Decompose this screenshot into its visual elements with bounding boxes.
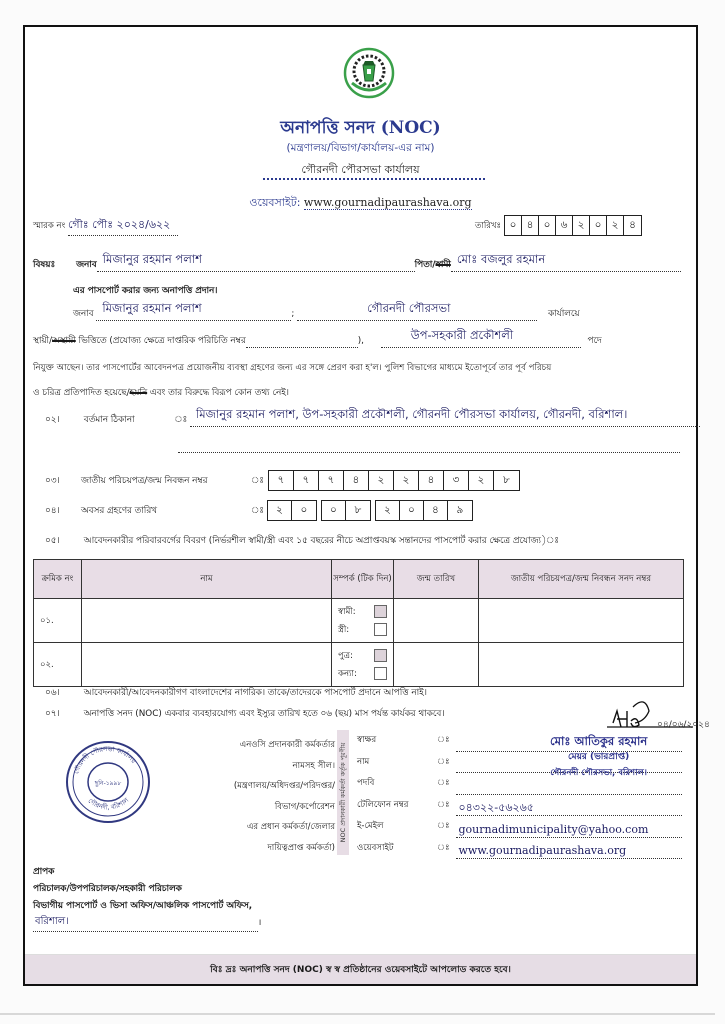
date-label: তারিখঃ xyxy=(475,220,502,231)
item-number: ০৩। xyxy=(45,476,60,486)
signature-label: স্বাক্ষর xyxy=(357,735,377,745)
document-title: অনাপত্তি সনদ (NOC) xyxy=(280,118,441,138)
item-04-retirement-date: ০৪। অবসর গ্রহণের তারিখ ঃ ২ ০ ০ ৮ ২ ০ ৪ ৯ xyxy=(45,500,473,521)
officer-fill-note-band xyxy=(337,730,349,855)
nid-cell[interactable] xyxy=(479,643,684,687)
designation-label: পদবি xyxy=(357,778,375,788)
officer-telephone-field[interactable] xyxy=(456,801,683,816)
current-address-value: মিজানুর রহমান পলাশ, উপ-সহকারী প্রকৌশলী, গৌরনদী পৌরসভা কার্যালয়, গৌরনদী, বরিশাল। xyxy=(195,407,628,421)
subject-purpose: এর পাসপোর্ট করার জন্য অনাপত্তি প্রদান। xyxy=(73,286,218,296)
date-digit: ৬ xyxy=(556,216,573,235)
father-label: পিতা/ xyxy=(414,260,436,270)
officer-field-labels xyxy=(357,730,408,859)
municipality-logo-icon xyxy=(343,47,395,99)
officer-desc-line: নামসহ সীল। xyxy=(292,760,335,771)
col-name: নাম xyxy=(82,560,332,599)
website-url[interactable]: www.gournadipaurashava.org xyxy=(303,196,472,209)
item-number: ০৪। xyxy=(45,506,60,516)
husband-option-label: স্বামী: xyxy=(338,606,356,617)
nid-digit: ৭ xyxy=(294,471,319,490)
svg-text:ছুনি-১৯৯৮: ছুনি-১৯৯৮ xyxy=(94,780,122,787)
name-cell[interactable] xyxy=(82,643,332,687)
telephone-value: ০৪৩২২-৫৬২৬৫ xyxy=(458,801,534,814)
post-suffix: পদে xyxy=(587,336,602,346)
receiver-line: বিভাগীয় পাসপোর্ট ও ভিসা অফিস/আঞ্চলিক পাসপোর্ট অফিস, xyxy=(33,901,253,911)
son-checkbox[interactable] xyxy=(374,649,387,662)
date-digit: ০ xyxy=(505,216,522,235)
officer-website-value: www.gournadipaurashava.org xyxy=(458,844,627,857)
name-label: নাম xyxy=(357,756,370,767)
nid-digit: ৪ xyxy=(419,471,444,490)
body-line-1: জনাব মিজানুর রহমান পলাশ ; গৌরনদী পৌরসভা কার্যালয়ে xyxy=(73,301,580,319)
officer-desc-line: বিভাগ/কর্পোরেশন xyxy=(274,801,335,812)
office-name-underline xyxy=(263,178,485,180)
husband-checkbox[interactable] xyxy=(374,605,387,618)
office-name: গৌরনদী পৌরসভা কার্যালয় xyxy=(301,163,420,176)
office-field[interactable] xyxy=(297,301,537,321)
body-line-4 xyxy=(33,385,289,400)
officer-desc-line: (মন্ত্রণালয়/অধিদপ্তর/পরিদপ্তর/ xyxy=(233,781,335,791)
husband-label-struck: স্বামী xyxy=(435,260,451,270)
subject-line xyxy=(33,252,681,272)
date-digit: ২ xyxy=(607,216,624,235)
receiver-city-value: বরিশাল। xyxy=(35,916,69,927)
item-number: ০২। xyxy=(45,415,60,425)
official-id-field[interactable] xyxy=(246,334,358,348)
year-digit: ০ xyxy=(400,501,424,520)
designation-value: উপ-সহকারী প্রকৌশলী xyxy=(410,328,514,342)
year-digit: ২ xyxy=(376,501,400,520)
receiver-heading: প্রাপক xyxy=(33,867,55,877)
serial-cell: ০২. xyxy=(34,643,82,687)
memo-value[interactable]: গৌঃ পৌঃ ২০২৪/৬২২ xyxy=(68,216,178,236)
date-digit: ৪ xyxy=(629,219,636,231)
designation-field[interactable] xyxy=(381,328,581,348)
address-line2-field[interactable] xyxy=(178,439,680,453)
col-dob: জন্ম তারিখ xyxy=(394,560,479,599)
date-digit: ০ xyxy=(539,216,556,235)
day-digit: ২ xyxy=(268,501,292,520)
receiver-city-row: বরিশাল। । xyxy=(33,915,261,932)
subject-name-value: মিজানুর রহমান পলাশ xyxy=(102,252,202,266)
mr-label: জনাব xyxy=(76,260,97,270)
receiver-line: পরিচালক/উপপরিচালক/সহকারী পরিচালক xyxy=(33,884,182,894)
signature-date: ০৪/০৬/২০২৪ xyxy=(657,720,710,730)
retire-day-boxes[interactable] xyxy=(267,500,317,521)
email-value: gournadimunicipality@yahoo.com xyxy=(458,822,649,836)
footer-note: বিঃ দ্রঃ অনাপত্তি সনদ (NOC) স্ব স্ব প্রতিষ্ঠানের ওয়েবসাইটে আপলোড করতে হবে। xyxy=(25,954,696,984)
item-text: অনাপত্তি সনদ (NOC) একবার ব্যবহারযোগ্য এবং ইস্যুর তারিখ হতে ০৬ (ছয়) মাস পর্যন্ত কার্যকর থাকবে। xyxy=(83,709,445,719)
item-02-address-line2 xyxy=(178,439,680,453)
name-cell[interactable] xyxy=(82,599,332,643)
date-digit: ০ xyxy=(590,216,607,235)
nid-digit: ২ xyxy=(369,471,394,490)
item-number: ০৭। xyxy=(45,709,60,719)
email-label: ই-মেইল xyxy=(357,821,384,831)
officer-designation-field[interactable] xyxy=(456,780,683,795)
memo-label: স্মারক নং xyxy=(33,221,66,231)
item-number: ০৬। xyxy=(45,688,60,698)
day-digit: ০ xyxy=(300,504,308,516)
nid-digit: ২ xyxy=(394,471,419,490)
daughter-option-label: কন্যা: xyxy=(338,668,357,679)
office-value: গৌরনদী পৌরসভা xyxy=(367,301,451,315)
item-text: আবেদনকারী/আবেদনকারীগণ বাংলাদেশের নাগরিক। তাকে/তাদেরকে পাসপোর্ট প্রদানে আপত্তি নাই। xyxy=(83,688,427,698)
svg-text:গৌরনদী পৌরসভা কার্যালয়: গৌরনদী পৌরসভা কার্যালয় xyxy=(72,744,138,775)
officer-desc-line: এনওসি প্রদানকারী কর্মকর্তার xyxy=(239,740,335,750)
dob-cell[interactable] xyxy=(394,643,479,687)
stamp-officer-title: মেয়র (ভারপ্রাপ্ত) xyxy=(567,752,630,762)
nid-digit: ৩ xyxy=(444,471,469,490)
month-digit: ০ xyxy=(322,501,346,520)
year-digit: ৪ xyxy=(424,501,448,520)
subject-name-field[interactable] xyxy=(97,252,415,272)
father-name-field[interactable] xyxy=(451,252,681,272)
family-table xyxy=(33,559,684,687)
col-nid: জাতীয় পরিচয়পত্র/জন্ম নিবন্ধন সনদ নম্বর xyxy=(479,560,684,599)
temporary-label-struck: অস্থায়ী xyxy=(52,336,76,346)
table-row xyxy=(34,599,684,643)
officer-fill-note: NOC প্রদানকারী কর্মকর্তা কর্তৃক পূরণীয় xyxy=(339,742,347,843)
col-relation: সম্পর্ক (টিক দিন) xyxy=(332,560,394,599)
item-label: জাতীয় পরিচয়পত্র/জন্ম নিবন্ধন নম্বর xyxy=(81,476,208,486)
year-digit: ৯ xyxy=(456,504,464,516)
item-label: বর্তমান ঠিকানা xyxy=(83,415,135,425)
nid-digit: ৮ xyxy=(503,474,510,486)
item-number: ০৫। xyxy=(45,536,60,546)
item-02-address xyxy=(45,407,700,427)
scan-edge xyxy=(0,1013,715,1015)
employee-name-value: মিজানুর রহমান পলাশ xyxy=(102,301,202,315)
receiver-city-field[interactable] xyxy=(33,918,258,932)
officer-desc-line: এর প্রধান কর্মকর্তা/জেলার xyxy=(246,822,335,832)
item-06-citizenship xyxy=(45,685,427,700)
stamp-office: গৌরনদী পৌরসভা, বরিশাল। xyxy=(550,768,647,778)
not-verified-struck: হয়নি xyxy=(129,388,148,398)
noc-form xyxy=(23,25,710,986)
ministry-name-placeholder: (মন্ত্রণালয়/বিভাগ/কার্যালয়-এর নাম) xyxy=(286,142,435,154)
officer-desc-line: দায়িত্বপ্রাপ্ত কর্মকর্তা) xyxy=(267,842,335,853)
nid-digit: ৭ xyxy=(269,471,294,490)
item-05-family xyxy=(45,533,559,548)
serial-cell: ০১. xyxy=(34,599,82,643)
no-adverse-info-text: এবং তার বিরুদ্ধে বিরূপ কোন তথ্য নেই। xyxy=(147,388,289,398)
employee-name-field[interactable] xyxy=(96,301,291,321)
website-label: ওয়েবসাইট: xyxy=(249,196,301,209)
officer-description xyxy=(175,735,335,858)
memo-number xyxy=(33,216,178,236)
verified-text: ও চরিত্র প্রতিপাদিত হয়েছে/ xyxy=(33,388,130,398)
telephone-label: টেলিফোন নম্বর xyxy=(357,799,409,810)
wife-checkbox[interactable] xyxy=(374,623,387,636)
wife-option-label: স্ত্রী: xyxy=(338,624,350,635)
officer-website-field[interactable] xyxy=(456,844,683,859)
month-digit: ৮ xyxy=(354,504,362,516)
retire-month-boxes[interactable] xyxy=(321,500,371,521)
website-label: ওয়েবসাইট xyxy=(357,842,394,853)
table-header-row xyxy=(34,560,684,599)
subject-label: বিষয়ঃ xyxy=(33,260,56,270)
receiver-block xyxy=(33,864,261,932)
date-digit: ৪ xyxy=(522,216,539,235)
nid-boxes[interactable] xyxy=(268,470,520,491)
daughter-checkbox[interactable] xyxy=(374,667,387,680)
table-row xyxy=(34,643,684,687)
svg-text:গৌরনদী, বরিশাল: গৌরনদী, বরিশাল xyxy=(86,796,131,812)
officer-field-values: ঃ ঃ ঃ ঃ ০৪৩২২-৫৬২৬৫ ঃ gournadimunicipality@yahoo.com ঃ www.gournadipaurashava.org xyxy=(437,730,682,859)
son-option-label: পুত্র: xyxy=(338,650,353,661)
basis-text: ভিত্তিতে (প্রযোজ্য ক্ষেত্রে দাপ্তরিক পরিচিতি নম্বর xyxy=(78,336,246,346)
relation-cell xyxy=(332,643,394,687)
official-seal-icon xyxy=(65,739,151,825)
date-digit: ২ xyxy=(573,216,590,235)
father-name-value: মোঃ বজলুর রহমান xyxy=(456,252,546,266)
permanent-label: স্থায়ী/ xyxy=(33,336,53,346)
retire-year-boxes[interactable] xyxy=(375,500,473,521)
nid-cell[interactable] xyxy=(479,599,684,643)
body-line-3: নিযুক্ত আছেন। তার পাসপোর্টের আবেদনপত্র প্রয়োজনীয় ব্যবস্থা গ্রহণের জন্য এর সঙ্গে প্রেরণ করা হ'ল। পুলিশ বিভাগের মাধ্যমে ইতোপূর্বে তার পূর্ব পরিচয় xyxy=(33,363,552,373)
issue-date xyxy=(475,215,642,236)
current-address-field[interactable] xyxy=(190,407,700,427)
nid-digit: ৭ xyxy=(319,471,344,490)
header-website xyxy=(25,194,696,213)
item-07-validity xyxy=(45,706,444,721)
date-boxes[interactable] xyxy=(504,215,642,236)
mr-label: জনাব xyxy=(73,309,94,319)
body-line-2: স্থায়ী/অস্থায়ী ভিত্তিতে (প্রযোজ্য ক্ষেত্রে দাপ্তরিক পরিচিতি নম্বর ), উপ-সহকারী প্রকৌশলী পদে xyxy=(33,328,602,346)
relation-cell xyxy=(332,599,394,643)
stamp-officer-name: মোঃ আতিকুর রহমান xyxy=(550,734,648,748)
officer-name-stamp xyxy=(550,733,647,781)
item-label: আবেদনকারীর পরিবারবর্গের বিবরণ (নির্ভরশীল স্বামী/স্ত্রী এবং ১৫ বছরের নীচে অপ্রাপ্তবয়স্ক সন্তানদের পাসপোর্ট করার ক্ষেত্রে প্রযোজ্য)ঃ xyxy=(83,536,559,546)
nid-digit: ৪ xyxy=(344,471,369,490)
nid-digit: ২ xyxy=(469,471,494,490)
office-suffix: কার্যালয়ে xyxy=(547,309,580,319)
item-label: অবসর গ্রহণের তারিখ xyxy=(81,506,157,516)
officer-email-field[interactable] xyxy=(456,823,683,838)
dob-cell[interactable] xyxy=(394,599,479,643)
item-03-nid: ০৩। জাতীয় পরিচয়পত্র/জন্ম নিবন্ধন নম্বর ঃ ৭ ৭ ৭ ৪ ২ ২ ৪ ৩ ২ ৮ xyxy=(45,470,520,491)
col-serial: ক্রমিক নং xyxy=(34,560,82,599)
